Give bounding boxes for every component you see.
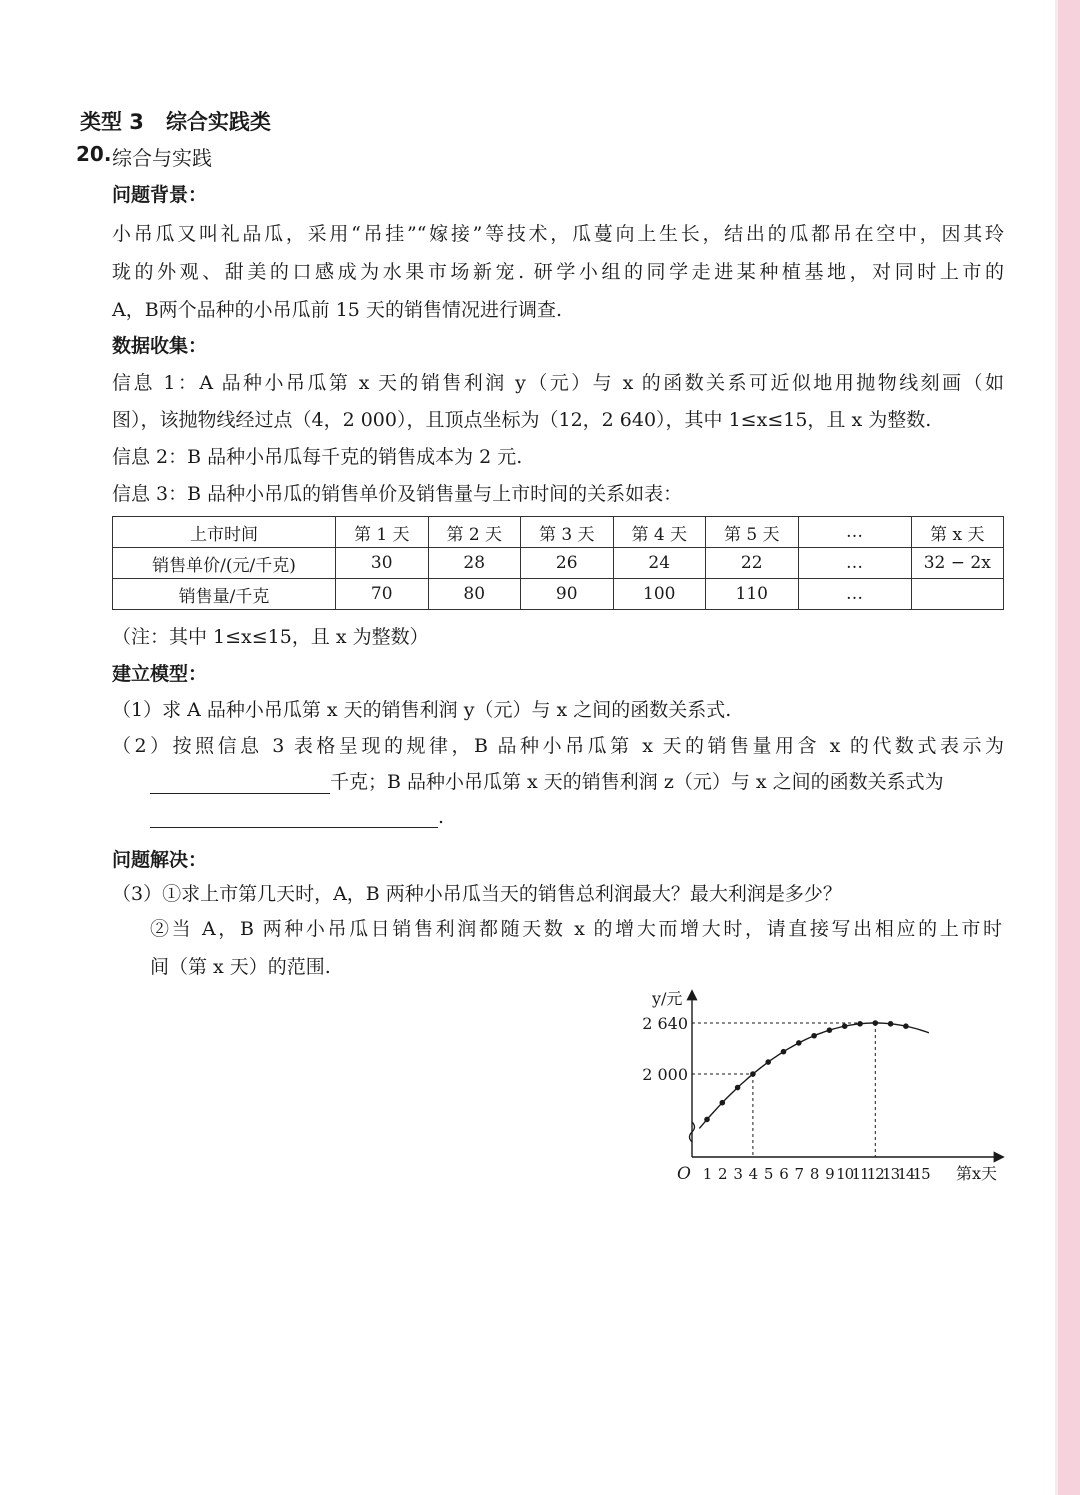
table-row-volume: [113, 579, 1004, 610]
x-tick-6: 6: [779, 1165, 788, 1183]
data-collect-heading: 数据收集：: [112, 335, 208, 357]
table-cell: 70: [336, 579, 429, 610]
data-point-day-6: [781, 1049, 787, 1055]
table-cell: 32 − 2x: [911, 548, 1004, 579]
table-cell: 第 5 天: [706, 517, 799, 548]
x-tick-5: 5: [763, 1165, 773, 1183]
table-cell: 26: [521, 548, 614, 579]
model-heading: 建立模型：: [112, 663, 208, 685]
x-tick-1: 1: [702, 1165, 712, 1183]
x-tick-2: 2: [718, 1165, 727, 1183]
table-cell: 30: [336, 548, 429, 579]
x-tick-8: 8: [809, 1165, 819, 1183]
x-axis-label: 第x天: [956, 1164, 998, 1183]
background-heading: 问题背景：: [112, 184, 208, 206]
section-title: [80, 106, 271, 136]
table-cell: …: [798, 517, 911, 548]
data-point-day-14: [903, 1023, 909, 1029]
data-point-day-1: [704, 1117, 710, 1123]
answer-blank-1[interactable]: [150, 773, 330, 794]
table-cell: …: [798, 579, 911, 610]
solve-heading: 问题解决：: [112, 849, 208, 871]
data-point-day-12: [873, 1020, 879, 1026]
page-edge-strip: [1058, 0, 1080, 1495]
data-points: [704, 1020, 909, 1122]
data-point-day-13: [888, 1021, 894, 1027]
table-cell: 24: [613, 548, 706, 579]
background-line-1: 小吊瓜又叫礼品瓜，采用“吊挂”“嫁接”等技术，瓜蔓向上生长，结出的瓜都吊在空中，因其玲: [112, 223, 1004, 245]
guide-lines: [692, 1023, 875, 1157]
info2-line: 信息 2：B 品种小吊瓜每千克的销售成本为 2 元.: [112, 446, 523, 468]
model-q2-end: .: [438, 806, 445, 828]
x-tick-9: 9: [825, 1165, 834, 1183]
data-point-day-8: [811, 1033, 817, 1039]
section-type: 类型 3: [80, 110, 144, 134]
model-q2-text-2: 千克；B 品种小吊瓜第 x 天的销售利润 z（元）与 x 之间的函数关系式为: [330, 771, 944, 793]
table-row-price: [113, 548, 1004, 579]
info1-line-1: 信息 1：A 品种小吊瓜第 x 天的销售利润 y（元）与 x 的函数关系可近似地用抛物线刻画（如: [112, 372, 1004, 394]
parabola-curve: [699, 1023, 929, 1128]
data-point-day-9: [827, 1027, 833, 1033]
origin-label: O: [677, 1164, 691, 1184]
table-note: （注：其中 1≤x≤15，且 x 为整数）: [112, 626, 429, 648]
table-cell: 110: [706, 579, 799, 610]
table-cell: 100: [613, 579, 706, 610]
data-point-day-2: [720, 1100, 726, 1106]
sales-table: [112, 516, 1004, 610]
solve-q3-line-3: 间（第 x 天）的范围.: [150, 956, 331, 978]
solve-q3-line-2: ②当 A，B 两种小吊瓜日销售利润都随天数 x 的增大而增大时，请直接写出相应的上市时: [150, 918, 1002, 940]
x-tick-14: 14: [897, 1165, 915, 1183]
question-title: 综合与实践: [112, 146, 212, 170]
model-q2-line-3: [150, 806, 444, 828]
info3-line: 信息 3：B 品种小吊瓜的销售单价及销售量与上市时间的关系如表：: [112, 483, 683, 505]
table-cell: 28: [428, 548, 521, 579]
model-q2-line-2: [150, 767, 944, 794]
model-q1: （1）求 A 品种小吊瓜第 x 天的销售利润 y（元）与 x 之间的函数关系式.: [112, 699, 732, 721]
table-cell: 上市时间: [113, 517, 336, 548]
solve-q3-line-1: （3）①求上市第几天时，A，B 两种小吊瓜当天的销售总利润最大？最大利润是多少？: [112, 883, 842, 905]
table-cell: 第 1 天: [336, 517, 429, 548]
table-cell: 销售单价/(元/千克): [113, 548, 336, 579]
background-line-2: 珑的外观、甜美的口感成为水果市场新宠. 研学小组的同学走进某种植基地，对同时上市的: [112, 261, 1004, 283]
x-tick-15: 15: [912, 1165, 930, 1183]
data-point-day-11: [857, 1021, 863, 1027]
section-name: 综合实践类: [165, 110, 271, 134]
table-row-header: [113, 517, 1004, 548]
x-tick-10: 10: [836, 1165, 854, 1183]
data-point-day-10: [842, 1023, 848, 1029]
table-cell: 第 x 天: [911, 517, 1004, 548]
y-axis-label: y/元: [652, 989, 683, 1008]
table-cell: …: [798, 548, 911, 579]
table-cell: 90: [521, 579, 614, 610]
data-point-day-4: [750, 1071, 756, 1077]
x-tick-3: 3: [733, 1165, 742, 1183]
table-cell: 第 3 天: [521, 517, 614, 548]
model-q2-line-1: （2）按照信息 3 表格呈现的规律，B 品种小吊瓜第 x 天的销售量用含 x 的代数式表示为: [112, 735, 1004, 757]
x-tick-11: 11: [851, 1165, 869, 1183]
data-point-day-7: [796, 1040, 802, 1046]
table-cell: 第 2 天: [428, 517, 521, 548]
table-cell: 第 4 天: [613, 517, 706, 548]
x-tick-7: 7: [794, 1165, 804, 1183]
profit-chart: [630, 982, 1020, 1192]
data-point-day-3: [735, 1085, 741, 1091]
table-cell: 销售量/千克: [113, 579, 336, 610]
answer-blank-2[interactable]: [150, 807, 438, 828]
table-cell: 22: [706, 548, 799, 579]
info1-line-2: 图），该抛物线经过点（4，2 000），且顶点坐标为（12，2 640），其中 1≤x≤15，且 x 为整数.: [112, 409, 932, 431]
x-tick-13: 13: [882, 1165, 900, 1183]
table-cell: [911, 579, 1004, 610]
x-tick-4: 4: [748, 1165, 758, 1183]
x-tick-12: 12: [866, 1165, 884, 1183]
table-cell: 80: [428, 579, 521, 610]
y-tick-2640: 2 640: [642, 1014, 688, 1033]
background-line-3: A，B两个品种的小吊瓜前 15 天的销售情况进行调查.: [112, 299, 562, 321]
data-point-day-5: [765, 1059, 771, 1065]
x-tick-labels: [703, 1165, 930, 1183]
y-tick-2000: 2 000: [642, 1065, 688, 1084]
question-number: 20.: [76, 142, 112, 166]
y-tick-labels: [642, 1014, 688, 1084]
